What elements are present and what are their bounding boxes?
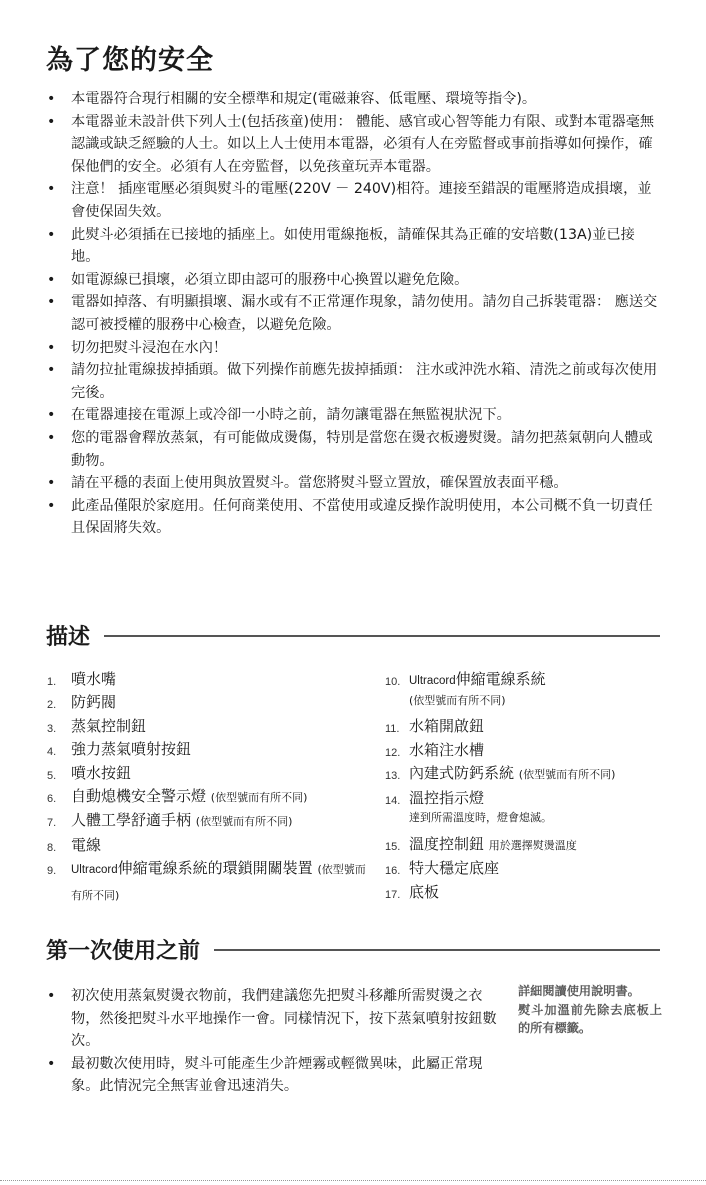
part-item: [47, 715, 369, 738]
part-variant-note: (依型號而有所不同): [71, 863, 366, 902]
part-item: [385, 881, 665, 904]
part-number: 14.: [385, 794, 401, 807]
part-label: 噴水按鈕: [71, 763, 132, 782]
part-item: [385, 739, 665, 762]
part-number: 15.: [385, 841, 401, 854]
part-variant-note: (依型號而有所不同): [210, 791, 308, 805]
part-label: 蒸氣控制鈕: [71, 716, 147, 735]
part-number: 5.: [47, 769, 57, 782]
part-label: 溫度控制鈕: [409, 835, 485, 854]
first-use-item: • 最初數次使用時，熨斗可能產生少許煙霧或輕微異味，此屬正常現象。此情況完全無害並會迅速消失。: [47, 1053, 507, 1098]
part-label: 人體工學舒適手柄: [71, 811, 192, 830]
part-label: 自動熄機安全警示燈: [71, 787, 207, 806]
part-label: 伸縮電線系統的環鎖開關裝置: [117, 859, 313, 878]
part-label: 水箱注水槽: [409, 740, 485, 759]
first-use-item: • 初次使用蒸氣熨燙衣物前，我們建議您先把熨斗移離所需熨燙之衣物，然後把熨斗水平地操作一會。同樣情況下，按下蒸氣噴射按鈕數次。: [47, 985, 507, 1053]
first-use-title: 第一次使用之前: [46, 939, 201, 964]
part-variant-note: (依型號而有所不同): [195, 815, 293, 829]
part-number: 10.: [385, 676, 401, 688]
safety-item: • 此熨斗必須插在已接地的插座上。如使用電線拖板，請確保其為正確的安培數(13A)並已接地。: [47, 224, 661, 269]
first-use-list: [47, 985, 507, 1098]
tip-line: 詳細閱讀使用說明書。: [518, 984, 640, 998]
part-label: 內建式防鈣系統: [409, 764, 515, 783]
part-number: 8.: [47, 841, 57, 854]
safety-item: • 如電源線已損壞，必須立即由認可的服務中心換置以避免危險。: [47, 269, 661, 292]
safety-item: • 電器如掉落、有明顯損壞、漏水或有不正常運作現象，請勿使用。請勿自己拆裝電器： 應送交認可被授權的服務中心檢查，以避免危險。: [47, 291, 661, 336]
description-title: 描述: [46, 625, 91, 650]
part-number: 9.: [47, 865, 57, 878]
tip-line: 熨斗加溫前先除去底板上的所有標籤。: [518, 1002, 662, 1035]
part-item: [47, 857, 369, 907]
description-header: [46, 620, 660, 651]
section-divider: [104, 635, 660, 637]
part-number: 11.: [385, 723, 400, 736]
part-number: 16.: [385, 865, 401, 878]
first-use-header: [46, 934, 660, 965]
safety-list: [47, 88, 661, 540]
part-item: [385, 787, 665, 826]
safety-item: • 此產品僅限於家庭用。任何商業使用、不當使用或違反操作說明使用，本公司概不負一切責任且保固將失效。: [47, 495, 661, 540]
part-label: 電線: [71, 835, 102, 854]
part-number: 3.: [47, 722, 57, 735]
part-number: 12.: [385, 746, 401, 759]
part-item: [47, 762, 369, 785]
safety-item: • 本電器符合現行相關的安全標準和規定(電磁兼容、低電壓、環境等指令)。: [47, 88, 661, 111]
safety-item: • 切勿把熨斗浸泡在水內！: [47, 337, 661, 360]
part-item: [385, 833, 665, 857]
part-number: 17.: [385, 888, 401, 901]
part-number: 6.: [47, 793, 57, 806]
part-item: [47, 785, 369, 809]
part-number: 7.: [47, 817, 57, 830]
part-item: [47, 809, 369, 833]
page-edge-dots: [0, 1180, 706, 1181]
part-note: 用於選擇熨燙溫度: [488, 839, 577, 853]
part-item: [47, 738, 369, 761]
part-note: 達到所需溫度時，燈會熄滅。: [409, 811, 552, 825]
part-item: [385, 857, 665, 880]
part-label: 水箱開啟鈕: [409, 717, 485, 736]
part-label: 底板: [409, 882, 440, 901]
part-number: 1.: [47, 676, 57, 688]
part-label: 強力蒸氣噴射按鈕: [71, 740, 192, 759]
part-number: 4.: [47, 746, 57, 759]
part-item: [385, 762, 665, 786]
safety-item: • 您的電器會釋放蒸氣，有可能做成燙傷，特別是當您在燙衣板邊熨燙。請勿把蒸氣朝向人體或動物。: [47, 427, 661, 472]
parts-list-right: [385, 668, 665, 904]
parts-list-left: [47, 668, 369, 907]
part-item: [385, 715, 665, 738]
brand-name: Ultracord: [71, 864, 118, 877]
page-title: 為了您的安全: [46, 45, 214, 76]
safety-item: • 請勿拉扯電線拔掉插頭。做下列操作前應先拔掉插頭： 注水或沖洗水箱、清洗之前或每次使用完後。: [47, 359, 661, 404]
safety-item: • 本電器並未設計供下列人士(包括孩童)使用： 體能、感官或心智等能力有限、或對本電器毫無認識或缺乏經驗的人士。如以上人士使用本電器，必須有人在旁監督或事前指導如何操作，確保他們的安全。必須有人在旁監督，以免孩童玩弄本電器。: [47, 111, 661, 179]
part-variant-note: (依型號而有所不同): [518, 768, 616, 782]
brand-name: Ultracord: [409, 675, 456, 687]
part-label: 噴水嘴: [71, 670, 117, 688]
safety-item: • 注意！ 插座電壓必須與熨斗的電壓(220V － 240V)相符。連接至錯誤的電壓將造成損壞，並會使保固失效。: [47, 178, 661, 223]
part-item: [47, 668, 369, 691]
part-label: 防鈣閥: [71, 693, 117, 712]
part-label: 溫控指示燈: [409, 788, 485, 807]
part-label: 伸縮電線系統: [455, 670, 546, 688]
safety-item: • 在電器連接在電源上或冷卻一小時之前，請勿讓電器在無監視狀況下。: [47, 404, 661, 427]
safety-item: • 請在平穩的表面上使用與放置熨斗。當您將熨斗豎立置放，確保置放表面平穩。: [47, 472, 661, 495]
part-number: 13.: [385, 770, 401, 783]
part-item: [47, 834, 369, 857]
part-item: [385, 668, 665, 709]
section-divider: [214, 949, 660, 951]
part-item: [47, 691, 369, 714]
part-number: 2.: [47, 699, 57, 712]
tip-box: [518, 982, 662, 1038]
part-label: 特大穩定底座: [409, 859, 500, 878]
part-variant-note: (依型號而有所不同): [409, 694, 506, 708]
